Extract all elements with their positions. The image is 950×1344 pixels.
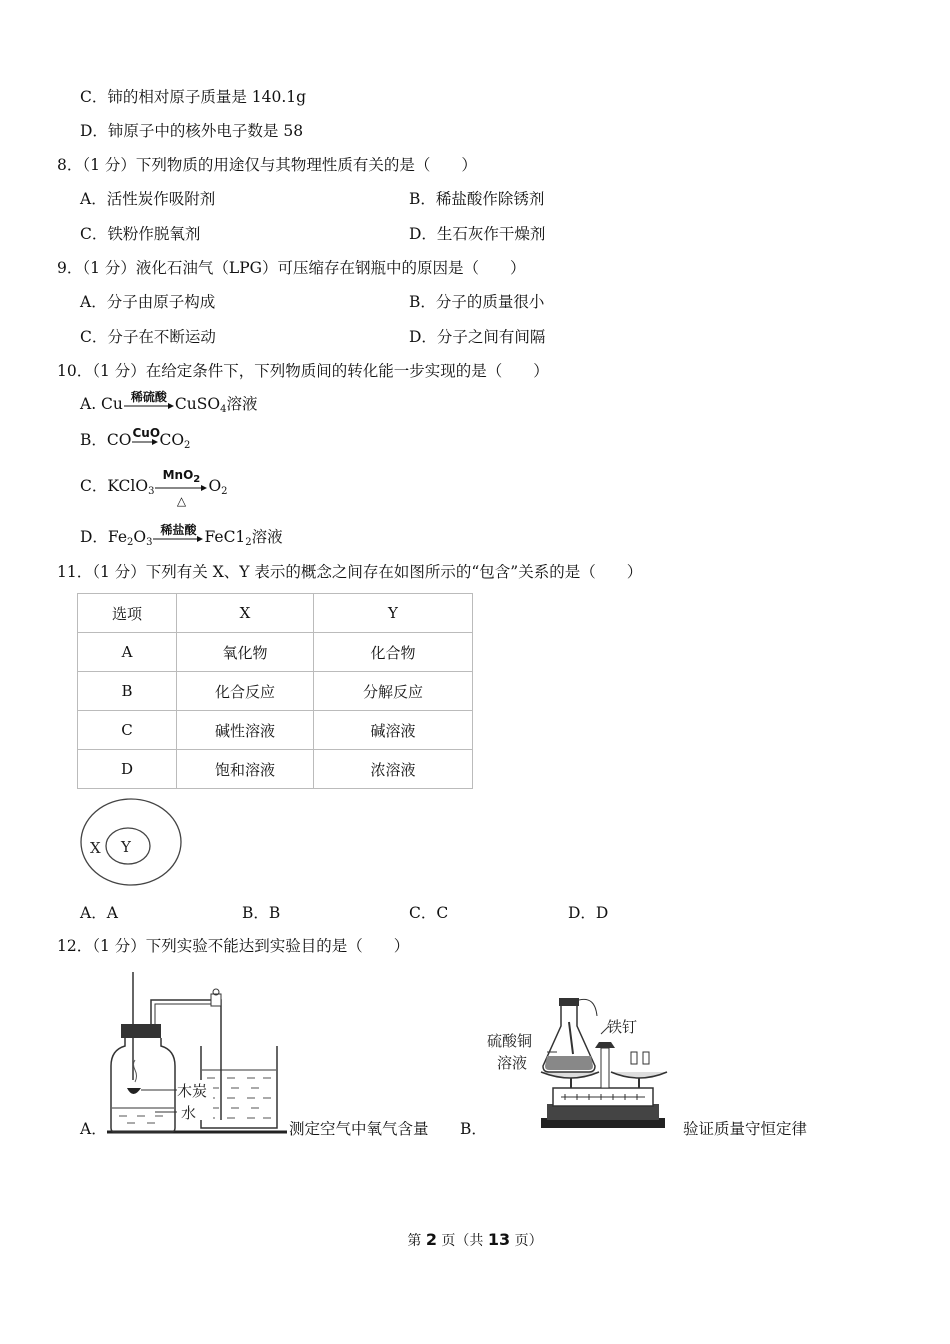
table-row <box>78 750 473 789</box>
reaction-arrow-icon <box>124 403 174 409</box>
q10-c-catalyst-sub: 2 <box>193 474 201 485</box>
inclusion-diagram <box>78 790 188 886</box>
reaction-arrow-icon <box>132 439 158 445</box>
q10-c-reactant: C．KClO <box>80 477 149 495</box>
table-cell: 碱溶液 <box>314 711 473 750</box>
table-cell: 选项 <box>78 594 177 633</box>
q7-option-c: C．铈的相对原子质量是 140.1g <box>80 88 307 106</box>
q9-option-b: B．分子的质量很小 <box>409 293 545 311</box>
q8-option-a: A．活性炭作吸附剂 <box>80 190 216 208</box>
q7-option-d: D．铈原子中的核外电子数是 58 <box>80 122 304 140</box>
q12-option-b-caption: 验证质量守恒定律 <box>683 1120 808 1138</box>
q9-option-d: D．分子之间有间隔 <box>409 328 546 346</box>
page-number: 2 <box>425 1230 437 1249</box>
diagram-y-label: Y <box>121 838 131 856</box>
table-row <box>78 672 473 711</box>
q12-option-a-label: A． <box>80 1120 107 1138</box>
q10-d-reactant: D．Fe <box>80 528 128 546</box>
q10-c-arrow <box>155 468 207 508</box>
table-cell: Y <box>314 594 473 633</box>
copper-sulfate-label: 硫酸铜 <box>487 1032 533 1050</box>
table-cell: D <box>78 750 177 789</box>
q10-c-psub: 2 <box>221 486 228 497</box>
footer-middle: 页（共 <box>436 1233 488 1249</box>
q9-option-a: A．分子由原子构成 <box>80 293 216 311</box>
q12-option-a-caption: 测定空气中氧气含量 <box>289 1120 429 1138</box>
diagram-x-label: X <box>90 839 101 857</box>
q8-option-b: B．稀盐酸作除锈剂 <box>409 190 545 208</box>
q11-option-a: A．A <box>80 904 118 922</box>
oxygen-apparatus-figure <box>105 970 290 1140</box>
q10-c-catalyst: MnO <box>162 468 194 482</box>
q10-b-arrow <box>132 426 161 451</box>
solution-label: 溶液 <box>497 1054 528 1072</box>
q8-option-d: D．生石灰作干燥剂 <box>409 225 546 243</box>
q10-d-mid: O <box>133 528 147 546</box>
charcoal-label: 木炭 <box>177 1082 208 1100</box>
q9-stem: 9．（1 分）液化石油气（LPG）可压缩存在钢瓶中的原因是（ ） <box>57 259 526 277</box>
reaction-arrow-icon <box>153 536 203 542</box>
table-row <box>78 594 473 633</box>
table-cell: 浓溶液 <box>314 750 473 789</box>
q12-stem: 12．（1 分）下列实验不能达到实验目的是（ ） <box>57 937 410 955</box>
q10-a-condition: 稀硫酸 <box>130 390 167 404</box>
q9-option-c: C．分子在不断运动 <box>80 328 216 346</box>
q11-options-table <box>77 593 473 789</box>
q10-b-product: CO <box>159 431 185 449</box>
table-cell: 化合物 <box>314 633 473 672</box>
q10-option-b <box>80 426 191 456</box>
q12-option-b-label: B． <box>460 1120 487 1138</box>
table-cell: X <box>177 594 314 633</box>
footer-suffix: 页） <box>510 1233 543 1249</box>
table-cell: 化合反应 <box>177 672 314 711</box>
q10-d-condition: 稀盐酸 <box>160 523 197 537</box>
iron-nail-label: 铁钉 <box>607 1018 638 1036</box>
page-footer <box>0 1230 950 1250</box>
q10-b-reactant: B．CO <box>80 431 132 449</box>
footer-prefix: 第 <box>407 1233 426 1249</box>
q10-c-product: O <box>208 477 222 495</box>
q10-a-sub: 4 <box>220 404 227 415</box>
q10-d-sub2: 3 <box>146 537 153 548</box>
q10-d-arrow <box>153 523 203 548</box>
q10-a-tail: 溶液 <box>226 395 258 413</box>
table-cell: 分解反应 <box>314 672 473 711</box>
table-cell: B <box>78 672 177 711</box>
q10-option-a <box>80 390 258 420</box>
table-row <box>78 711 473 750</box>
q10-c-sub: 3 <box>148 486 155 497</box>
q10-d-sub1: 2 <box>127 537 134 548</box>
q10-a-product: CuSO <box>174 395 221 413</box>
table-cell: C <box>78 711 177 750</box>
q11-option-c: C．C <box>409 904 449 922</box>
table-cell: A <box>78 633 177 672</box>
q10-option-d <box>80 523 283 553</box>
q10-b-sub: 2 <box>184 440 191 451</box>
q8-stem: 8．（1 分）下列物质的用途仅与其物理性质有关的是（ ） <box>57 156 477 174</box>
q11-stem: 11．（1 分）下列有关 X、Y 表示的概念之间存在如图所示的“包含”关系的是（ ） <box>57 563 643 581</box>
water-label: 水 <box>181 1104 197 1122</box>
q11-option-b: B．B <box>242 904 281 922</box>
table-cell: 碱性溶液 <box>177 711 314 750</box>
table-cell: 饱和溶液 <box>177 750 314 789</box>
q10-option-c <box>80 468 228 508</box>
q8-option-c: C．铁粉作脱氧剂 <box>80 225 201 243</box>
q10-stem: 10．（1 分）在给定条件下，下列物质间的转化能一步实现的是（ ） <box>57 362 549 380</box>
page-total: 13 <box>487 1230 511 1249</box>
table-row <box>78 633 473 672</box>
q10-d-product: FeC1 <box>204 528 246 546</box>
q10-d-psub: 2 <box>245 537 252 548</box>
q10-d-tail: 溶液 <box>251 528 283 546</box>
q10-c-heat: △ <box>176 494 187 508</box>
q10-a-arrow <box>124 390 174 415</box>
balance-apparatus-figure <box>485 992 675 1138</box>
table-cell: 氧化物 <box>177 633 314 672</box>
q10-b-condition: CuO <box>132 426 161 440</box>
q11-option-d: D．D <box>568 904 609 922</box>
q10-a-reactant: A. Cu <box>80 395 123 413</box>
